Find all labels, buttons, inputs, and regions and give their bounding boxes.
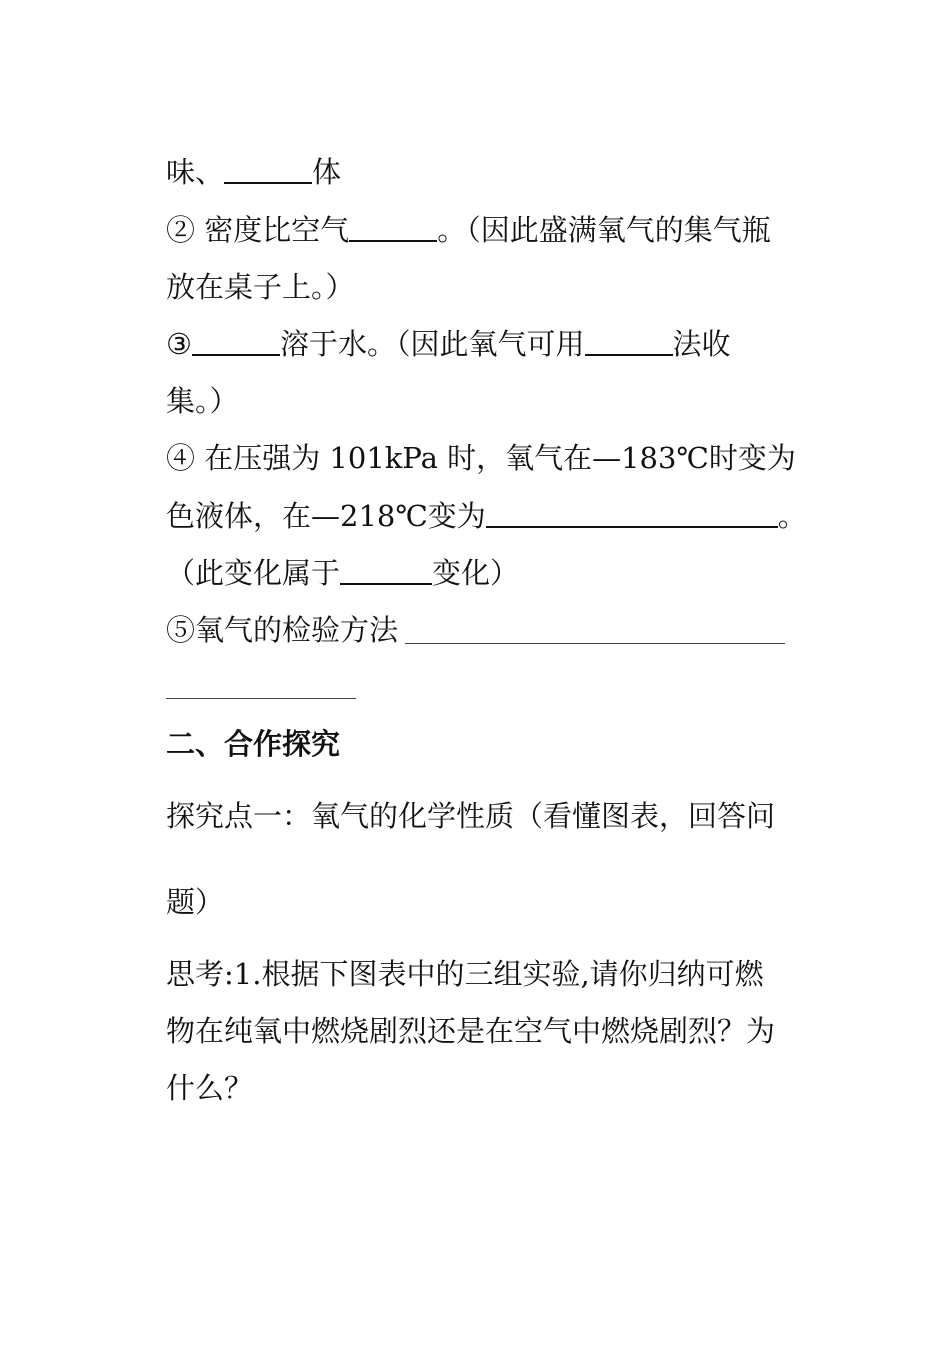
- text-segment: 。: [777, 499, 807, 533]
- think-question: 思考:1.根据下图表中的三组实验,请你归纳可燃: [166, 957, 764, 991]
- text-segment: 色液体，在—218℃变为: [166, 499, 486, 533]
- think-question-cont: 什么？: [166, 1071, 254, 1105]
- fill-blank[interactable]: [192, 324, 280, 356]
- text-segment: 味、: [166, 155, 225, 189]
- text-segment: 放在桌子上。）: [166, 270, 355, 304]
- text-segment: ③: [166, 327, 192, 361]
- text-segment: ④ 在压强为 101kPa 时，氧气在—183℃时变为: [166, 441, 796, 475]
- fill-blank[interactable]: [486, 496, 778, 528]
- text-segment: 体: [312, 155, 342, 189]
- fill-blank[interactable]: [585, 324, 673, 356]
- text-segment: 法收: [672, 327, 731, 361]
- fill-blank[interactable]: [224, 152, 312, 184]
- text-segment: ⑤氧气的检验方法: [166, 613, 399, 647]
- answer-underline[interactable]: [405, 643, 785, 644]
- answer-underline[interactable]: [166, 698, 356, 699]
- text-segment: （此变化属于: [166, 556, 341, 590]
- line-density: [166, 210, 771, 250]
- explore-point-title-cont: 题）: [166, 885, 225, 919]
- fill-blank[interactable]: [349, 210, 437, 242]
- section-heading: 二、合作探究: [166, 727, 341, 761]
- line-solid-oxygen: [166, 496, 807, 536]
- line-liquid-oxygen: [166, 438, 796, 478]
- text-segment: 。（因此盛满氧气的集气瓶: [437, 213, 771, 247]
- text-segment: 变化）: [432, 556, 520, 590]
- text-segment: 集。）: [166, 384, 239, 418]
- think-question-cont: 物在纯氧中燃烧剧烈还是在空气中燃烧剧烈？为: [166, 1014, 776, 1048]
- line-solubility: [166, 324, 731, 364]
- explore-point-title: 探究点一：氧气的化学性质（看懂图表，回答问: [166, 799, 776, 833]
- text-segment: ② 密度比空气: [166, 213, 350, 247]
- text-segment: 溶于水。（因此氧气可用: [280, 327, 585, 361]
- line-solubility-cont: [166, 381, 239, 421]
- line-test-method: [166, 610, 398, 650]
- line-change-type: [166, 553, 519, 593]
- line-density-cont: [166, 267, 355, 307]
- line-smell-state: [166, 152, 341, 192]
- fill-blank[interactable]: [340, 553, 432, 585]
